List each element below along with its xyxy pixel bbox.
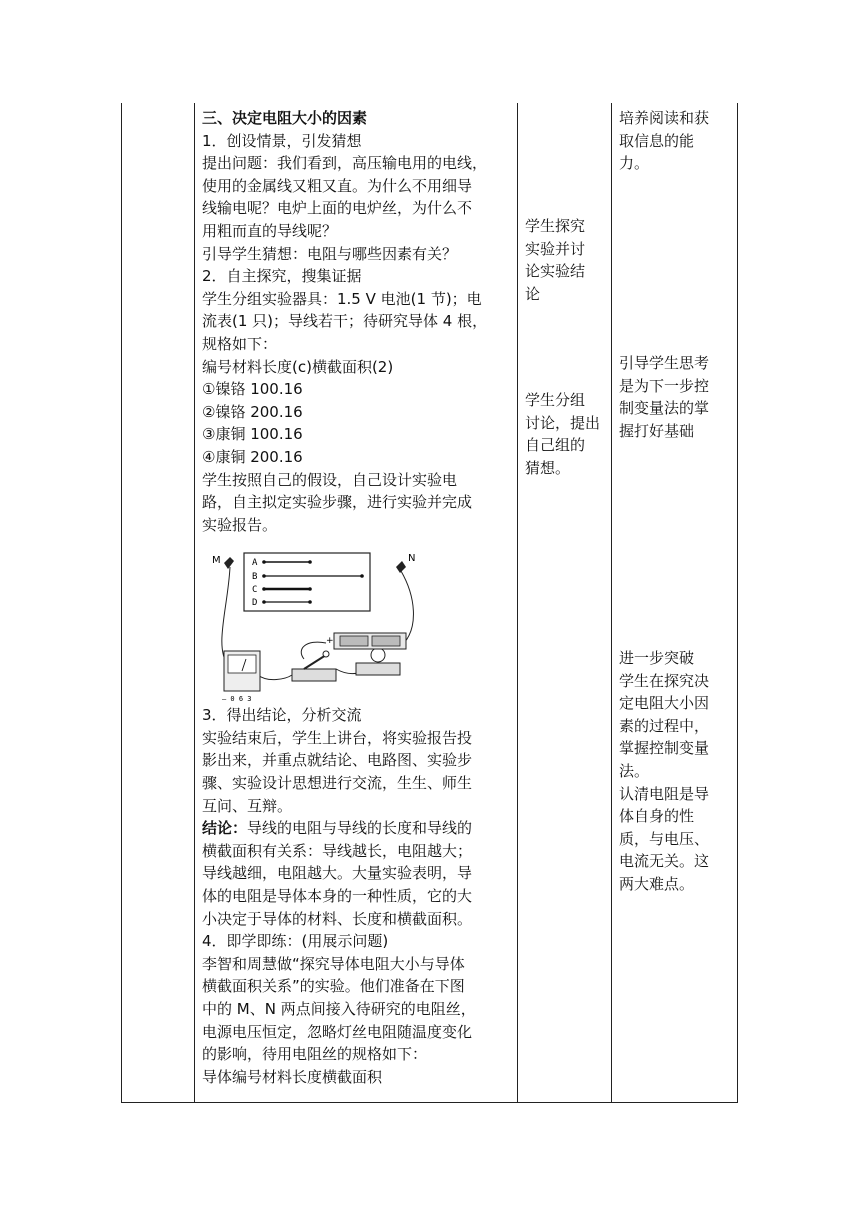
column-divider-2	[517, 103, 518, 1103]
design-intent-3	[619, 647, 731, 896]
design-intent-2	[619, 352, 731, 442]
wire-label-d: D	[252, 598, 258, 608]
text-line: 编号材料长度(c)横截面积(2)	[202, 357, 394, 376]
text-line: 规格如下：	[202, 334, 278, 353]
switch-base	[292, 669, 336, 681]
text-line: 法。	[619, 761, 650, 780]
design-intent-1	[619, 107, 731, 175]
text-line: 影出来，并重点就结论、电路图、实验步	[202, 751, 473, 770]
conclusion-line	[202, 817, 514, 840]
text-line: 的影响，待用电阻丝的规格如下：	[202, 1045, 428, 1064]
text-line: 2．自主探究，搜集证据	[202, 267, 362, 286]
text-line: 引导学生猜想：电阻与哪些因素有关？	[202, 244, 458, 263]
text-line: 横截面积有关系：导线越长，电阻越大；	[202, 841, 473, 860]
text-line: 实验结束后，学生上讲台，将实验报告投	[202, 728, 473, 747]
text-line: 学生按照自己的假设，自己设计实验电	[202, 470, 458, 489]
table-border-left	[121, 103, 122, 1103]
lamp-bulb	[371, 648, 385, 662]
text-line: 4．即学即练：(用展示问题)	[202, 932, 389, 951]
text-line: 实验报告。	[202, 515, 278, 534]
text-line: 小决定于导体的材料、长度和横截面积。	[202, 909, 473, 928]
circuit-diagram	[206, 547, 446, 703]
lamp-base	[356, 663, 400, 675]
clip-m	[224, 557, 234, 569]
wire-label-a: A	[252, 558, 258, 568]
text-line: 质，与电压、	[619, 829, 710, 848]
text-line: 用粗而直的导线呢？	[202, 221, 338, 240]
text-line: 握打好基础	[619, 421, 695, 440]
text-line: 自己组的	[525, 436, 586, 455]
text-line: 制变量法的掌	[619, 399, 710, 418]
text-line: 引导学生思考	[619, 354, 710, 372]
wire-ammeter-to-switch	[258, 675, 292, 680]
battery-cell-1	[340, 636, 368, 646]
text-line: 实验并讨	[525, 239, 586, 258]
text-line: 体自身的性	[619, 807, 695, 826]
text-line: 讨论，提出	[525, 413, 601, 432]
table-border-right	[737, 103, 738, 1103]
conclusion-text: 导线的电阻与导线的长度和导线的	[247, 819, 473, 838]
text-line: 互问、互辩。	[202, 796, 293, 815]
text-line: 横截面积关系”的实验。他们准备在下图	[202, 977, 465, 996]
text-line: 体的电阻是导体本身的一种性质，它的大	[202, 887, 473, 906]
text-line: 培养阅读和获	[619, 109, 710, 127]
text-line: 电流无关。这	[619, 852, 710, 871]
point-m-label: M	[212, 555, 221, 566]
text-line: 掌握控制变量	[619, 739, 710, 758]
ammeter-scale-label: — 0 6 3	[222, 695, 252, 703]
wire-label-b: B	[252, 572, 258, 582]
text-line: 学生分组实验器具：1.5 V 电池(1 节)；电	[202, 289, 482, 308]
wire-label-c: C	[252, 585, 258, 595]
text-line: 两大难点。	[619, 874, 695, 893]
section-title: 三、决定电阻大小的因素	[202, 109, 368, 127]
text-line: 力。	[619, 154, 650, 173]
text-line: 取信息的能	[619, 131, 695, 150]
text-line: 学生分组	[525, 391, 586, 409]
wire-m-to-ammeter	[222, 567, 230, 665]
text-line: 进一步突破	[619, 649, 695, 667]
text-line: 学生在探究决	[619, 671, 710, 690]
table-border-bottom	[121, 1102, 738, 1103]
point-n-label: N	[408, 553, 416, 564]
text-line: 线输电呢？电炉上面的电炉丝，为什么不	[202, 199, 473, 218]
text-line: 骤、实验设计思想进行交流，生生、师生	[202, 774, 473, 793]
text-line: 是为下一步控	[619, 376, 710, 395]
text-line: 猜想。	[525, 458, 571, 477]
text-line: 中的 M、N 两点间接入待研究的电阻丝，	[202, 1000, 476, 1018]
text-line: 学生探究	[525, 217, 586, 235]
text-line: 素的过程中，	[619, 716, 710, 735]
lesson-table	[121, 103, 738, 1103]
text-line: 流表(1 只)；导线若干；待研究导体 4 根，	[202, 312, 488, 331]
text-line: 导体编号材料长度横截面积	[202, 1067, 383, 1086]
text-line: ②镍铬 200.16	[202, 402, 303, 421]
conclusion-label: 结论：	[202, 819, 248, 838]
text-line: 使用的金属线又粗又直。为什么不用细导	[202, 176, 473, 195]
student-activity-1	[525, 215, 607, 305]
text-line: 3．得出结论，分析交流	[202, 706, 362, 725]
text-line: 1．创设情景，引发猜想	[202, 131, 362, 150]
switch-lever	[304, 655, 326, 669]
battery-cell-2	[372, 636, 400, 646]
text-line: 路，自主拟定实验步骤，进行实验并完成	[202, 493, 473, 512]
wire-n-to-battery	[401, 571, 413, 643]
text-line: 论实验结	[525, 262, 586, 281]
text-line: 提出问题：我们看到，高压输电用的电线，	[202, 154, 488, 173]
text-line: ①镍铬 100.16	[202, 380, 303, 399]
text-line: 电源电压恒定，忽略灯丝电阻随温度变化	[202, 1022, 473, 1041]
text-line: 论	[525, 284, 541, 303]
column-divider-3	[611, 103, 612, 1103]
text-line: 导线越细，电阻越大。大量实验表明，导	[202, 864, 473, 883]
battery-plus-label: +	[326, 636, 334, 646]
text-line: 李智和周慧做“探究导体电阻大小与导体	[202, 954, 465, 973]
student-activity-2	[525, 389, 607, 479]
text-line: 认清电阻是导	[619, 784, 710, 803]
text-line: 定电阻大小因	[619, 694, 710, 713]
text-line: ③康铜 100.16	[202, 425, 303, 444]
column-divider-1	[194, 103, 195, 1103]
text-line: ④康铜 200.16	[202, 447, 303, 466]
